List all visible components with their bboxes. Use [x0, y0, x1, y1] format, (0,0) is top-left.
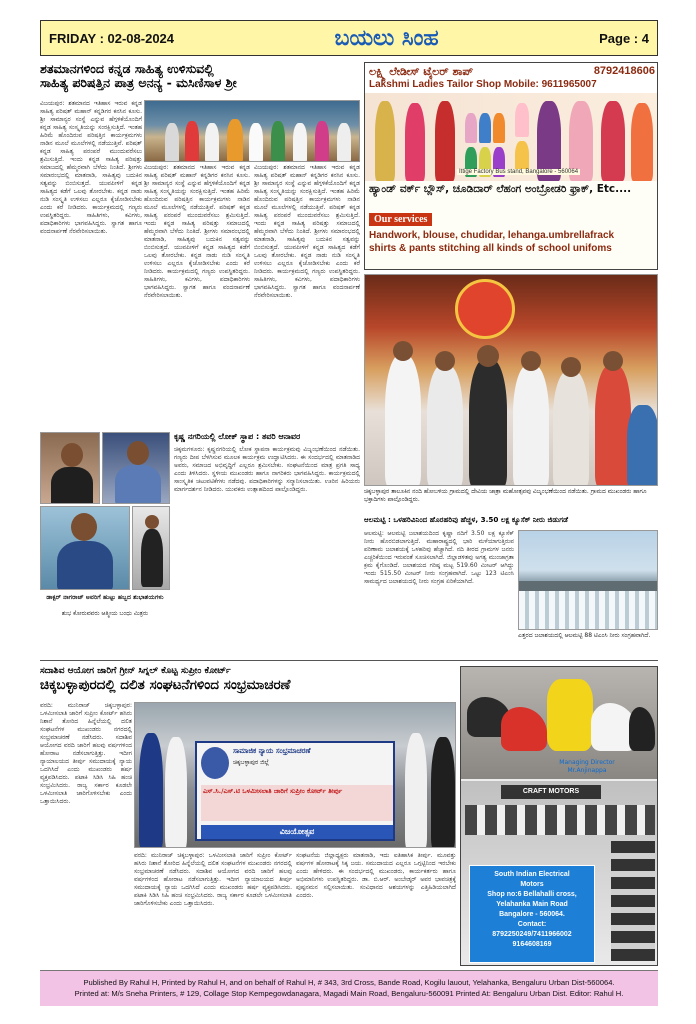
greeting-photo-4 [132, 506, 170, 590]
tailor-shop-name: ಲಕ್ಷ್ಮಿ ಲೇಡೀಸ್ ಟೈಲರ್ ಶಾಪ್ [369, 65, 474, 78]
imprint-line-1: Published By Rahul H, Printed by Rahul H, and on behalf of Rahul H, # 343, 3rd Cross, Bande Road, Kogilu lauout, Yelahanka, Bengaluru Urban Dist-560064. [83, 978, 615, 987]
tailor-ad-header [365, 63, 658, 93]
shop-sign: CRAFT MOTORS [501, 785, 601, 799]
electrical-address-2: Yelahanka Main Road [496, 901, 568, 908]
electrical-contact-box [469, 865, 595, 963]
imprint-line-2: Printed at: M/s Sneha Printers, # 129, Collage Stop Kempegowdanagara, Magadi Main Road, Bengaluru-560091 Printed At: Bengaluru Urban Dist. Editor: Rahul H. [74, 989, 624, 998]
section-divider [40, 660, 658, 661]
temple-crowd-photo [364, 274, 658, 486]
article3-headline: ಆಲಮಟ್ಟಿ : ಒಳಹರಿವಿನಿಂದ ಹೊರಹರಿವು ಹೆಚ್ಚಳ, 3.50 ಲಕ್ಷ ಕ್ಯೂಸೆಕ್ ನೀರು ಜಿಡುಗಡೆ [364, 515, 568, 524]
tailor-shop-english: Lakshmi Ladies Tailor Shop Mobile: 9611965007 [369, 79, 597, 90]
article4-body-left: ವರದಿ: ಮುನಿರಾಜ್ ಚಿಕ್ಕಬಳ್ಳಾಪುರ: ಒಳಮೀಸಲಾತಿ ಜಾರಿಗೆ ಸುಪ್ರೀಂ ಕೋರ್ಟ್ ಹಸಿರು ನಿಶಾನೆ ತೋರಿದ ಹಿನ್ನೆಲೆಯಲ್ಲಿ ದಲಿತ ಸಂಘಟನೆಗಳ ಮುಖಂಡರು ನಗರದಲ್ಲಿ ಸಂಭ್ರಮಾಚರಣೆ ನಡೆಸಿದರು. ಸದಾಶಿವ ಆಯೋಗದ ವರದಿ ಜಾರಿಗೆ ಹಲವು ವರ್ಷಗಳಿಂದ ಹೋರಾಟ ನಡೆಸಲಾಗುತ್ತಿತ್ತು. ಇದೀಗ ನ್ಯಾಯಾಲಯದ ತೀರ್ಪು ಸಮುದಾಯಕ್ಕೆ ನ್ಯಾಯ ಒದಗಿಸಿದೆ ಎಂದು ಮುಖಂಡರು ಹರ್ಷ ವ್ಯಕ್ತಪಡಿಸಿದರು. ಪಟಾಕಿ ಸಿಡಿಸಿ ಸಿಹಿ ಹಂಚಿ ಸಂಭ್ರಮಿಸಿದರು. ರಾಜ್ಯ ಸರ್ಕಾರ ಕೂಡಲೇ ಒಳಮೀಸಲಾತಿ ಜಾರಿಗೊಳಿಸಬೇಕು ಎಂದು ಒತ್ತಾಯಿಸಿದರು. [40, 702, 132, 805]
tailor-phone-1: 8792418606 [593, 65, 655, 77]
banner-line-4: ವಿಜಯೋತ್ಸವ [201, 825, 393, 839]
greeting-caption: ಡಾಕ್ಟರ್ ನಾಗರಾಜ್ ಅವರಿಗೆ ಹುಟ್ಟು ಹಬ್ಬದ ಶುಭಾಶಯಗಳು [46, 594, 164, 601]
greeting-photo-1 [40, 432, 100, 504]
greeting-photo-2 [102, 432, 170, 504]
tailor-kannada-services: ಹ್ಯಾಂಡ್ ವರ್ಕ್ ಬ್ಲೌಸ್, ಚೂಡಿದಾರ್ ಲೆಹಂಗ ಅಂಬ್ರೋಡರಿ ಫ್ರಾಕ್, Etc.... [369, 183, 632, 195]
newspaper-page [30, 12, 668, 1012]
electrical-phone-1: 8792250249/7411966002 [492, 931, 572, 938]
electrical-address-3: Bangalore - 560064. [499, 911, 565, 918]
alamatti-dam-photo [518, 530, 658, 630]
managing-director-label: Managing Director Mr.Anjinappa [559, 759, 615, 774]
protest-banner [195, 741, 395, 841]
electrical-name-2: Motors [520, 881, 544, 888]
article4-headline: ಸದಾಶಿವ ಆಯೋಗ ಜಾರಿಗೆ ಗ್ರೀನ್ ಸಿಗ್ನಲ್ ಕೊಟ್ಟ ಸುಪ್ರೀಂ ಕೋರ್ಟ್ ಚಿಕ್ಕಬಳ್ಳಾಪುರದಲ್ಲಿ ದಲಿತ ಸಂಘಟನೆಗಳಿಂದ ಸಂಭ್ರಮಾಚರಣೆ [40, 666, 291, 694]
electrical-motors-ad [460, 666, 658, 966]
temple-crowd-caption: ಚಿಕ್ಕಬಳ್ಳಾಪುರ ತಾಲೂಕಿನ ನಂದಿ ಹೋಬಳಿಯ ಗ್ರಾಮದಲ್ಲಿ ದೇವಿಯ ಜಾತ್ರಾ ಮಹೋತ್ಸವವು ವಿಜೃಂಭಣೆಯಿಂದ ನಡೆಯಿತು. ಗ್ರಾಮದ ಮುಖಂಡರು ಹಾಗೂ ಭಕ್ತಾದಿಗಳು ಪಾಲ್ಗೊಂಡಿದ್ದರು. [364, 488, 647, 503]
scooter-showcase-photo [461, 667, 658, 779]
greeting-photo-3 [40, 506, 130, 590]
ceremony-stage-photo [144, 100, 360, 162]
article2-headline: ಕೃಷ್ಣ ನಗರಿಯಲ್ಲಿ ಲೋಕ್ ಸ್ಥಾಪ : ತವರಿ ಆನಾವರ [174, 432, 301, 441]
tailor-services-list: Handwork, blouse, chudidar, lehanga.umbrellafrack shirts & pants stitching all kinds of school unifoms [369, 230, 615, 254]
newspaper-title: ಬಯಲು ಸಿಂಹ [334, 25, 439, 51]
banner-line-1: ಸಾಮಾಜಿಕ ನ್ಯಾಯ ಸಂಭ್ರಮಾಚರಣೆ [233, 747, 311, 755]
page-number: Page : 4 [599, 30, 649, 46]
alamatti-photo-caption: ಎತ್ತರದ ಜಲಾಶಯದಲ್ಲಿ ಆಲಮಟ್ಟಿ 88 ಟಿಎಂಸಿ ನೀರು ಸಂಗ್ರಹವಾಗಿದೆ. [518, 632, 651, 639]
imprint-footer [40, 970, 658, 1006]
tailor-models-photo [365, 93, 658, 181]
electrical-address-1: Shop no:6 Bellahalli cross, [487, 891, 577, 898]
masthead [40, 20, 658, 56]
tailor-address: Ittige Factory Bus stand, Bangalore - 560064 [459, 169, 579, 175]
article1-body-column-2: ವಿಜಯಪುರ: ಶತಮಾನದ ಇತಿಹಾಸ ಇರುವ ಕನ್ನಡ ಸಾಹಿತ್ಯ ಪರಿಷತ್ ಮಹಾನ್ ಕನ್ನಡಿಗರ ಕನಸಿನ ಕೂಸು. ಶ್ರೀ ಸಾಮಾನ್ಯರ ಸಂಸ್ಥೆ ಎನ್ನುವ ಹೆಗ್ಗಳಿಕೆಯೊಂದಿಗೆ ಕನ್ನಡ ಸಾಹಿತ್ಯ ಸಂಸ್ಕೃತಿಯನ್ನು ಸಂರಕ್ಷಿಸುತ್ತಿದೆ. ಇಂತಹ ಹಿರಿಮೆ ಹೊಂದಿರುವ ಪರಿಷತ್ತಿನ ಕಾರ್ಯಕ್ರಮಗಳು ನಾಡಿನ ಮೂಲೆ ಮೂಲೆಗಳಲ್ಲಿ ನಡೆಯುತ್ತಿವೆ. ಪರಿಷತ್ ಕನ್ನಡ ಸಾಹಿತ್ಯ ಪರಂಪರೆ ಮುಂದುವರೆಸಲು ಶ್ರಮಿಸುತ್ತಿದೆ. ಇಂದು ಕನ್ನಡ ಸಾಹಿತ್ಯ ಪರಿಷತ್ತು ಸಮಾಜದಲ್ಲಿ ಹೆಮ್ಮರವಾಗಿ ಬೆಳೆದು ನಿಂತಿದೆ. ಶ್ರೀಗಳು ಸಮಾರಂಭದಲ್ಲಿ ಮಾತನಾಡಿ, ಸಾಹಿತ್ಯವು ಬದುಕಿನ ಸತ್ವವನ್ನು ಬಿಂಬಿಸುತ್ತದೆ. ಯುವಪೀಳಿಗೆ ಕನ್ನಡ ಸಾಹಿತ್ಯದ ಕಡೆಗೆ ಒಲವು ತೋರಬೇಕು. ಕನ್ನಡ ನಾಡು ನುಡಿ ಸಂಸ್ಕೃತಿ ಉಳಿಸಲು ಎಲ್ಲರೂ ಕೈಜೋಡಿಸಬೇಕು ಎಂದು ಕರೆ ನೀಡಿದರು. ಕಾರ್ಯಕ್ರಮದಲ್ಲಿ ಗಣ್ಯರು ಉಪಸ್ಥಿತರಿದ್ದರು. ಸಾಹಿತಿಗಳು, ಕವಿಗಳು, ಪದಾಧಿಕಾರಿಗಳು ಭಾಗವಹಿಸಿದ್ದರು. ಸ್ವಾಗತ ಹಾಗೂ ವಂದನಾರ್ಪಣೆ ನೆರವೇರಿಸಲಾಯಿತು. [144, 164, 250, 299]
banner-line-2: ಚಿಕ್ಕಬಳ್ಳಾಪುರ ಜಿಲ್ಲೆ [233, 759, 269, 766]
article4-body-middle: ವರದಿ: ಮುನಿರಾಜ್ ಚಿಕ್ಕಬಳ್ಳಾಪುರ: ಒಳಮೀಸಲಾತಿ ಜಾರಿಗೆ ಸುಪ್ರೀಂ ಕೋರ್ಟ್ ಹಸಿರು ನಿಶಾನೆ ತೋರಿದ ಹಿನ್ನೆಲೆಯಲ್ಲಿ ದಲಿತ ಸಂಘಟನೆಗಳ ಮುಖಂಡರು ನಗರದಲ್ಲಿ ಸಂಭ್ರಮಾಚರಣೆ ನಡೆಸಿದರು. ಸದಾಶಿವ ಆಯೋಗದ ವರದಿ ಜಾರಿಗೆ ಹಲವು ವರ್ಷಗಳಿಂದ ಹೋರಾಟ ನಡೆಸಲಾಗುತ್ತಿತ್ತು. ಇದೀಗ ನ್ಯಾಯಾಲಯದ ತೀರ್ಪು ಸಮುದಾಯಕ್ಕೆ ನ್ಯಾಯ ಒದಗಿಸಿದೆ ಎಂದು ಮುಖಂಡರು ಹರ್ಷ ವ್ಯಕ್ತಪಡಿಸಿದರು. ಪಟಾಕಿ ಸಿಡಿಸಿ ಸಿಹಿ ಹಂಚಿ ಸಂಭ್ರಮಿಸಿದರು. ರಾಜ್ಯ ಸರ್ಕಾರ ಕೂಡಲೇ ಒಳಮೀಸಲಾತಿ ಜಾರಿಗೊಳಿಸಬೇಕು ಎಂದು ಒತ್ತಾಯಿಸಿದರು. [134, 852, 292, 907]
article4-body-right: ಸಂಘಟನೆಯ ಜಿಲ್ಲಾಧ್ಯಕ್ಷರು ಮಾತನಾಡಿ, ಇದು ಐತಿಹಾಸಿಕ ತೀರ್ಪು. ಮೂವತ್ತು ವರ್ಷಗಳ ಹೋರಾಟಕ್ಕೆ ಸಿಕ್ಕ ಜಯ. ಸಮುದಾಯದ ಎಲ್ಲರೂ ಒಗ್ಗಟ್ಟಿನಿಂದ ಇರಬೇಕು ಎಂದು ಹೇಳಿದರು. ಈ ಸಂದರ್ಭದಲ್ಲಿ ಮುಖಂಡರು, ಕಾರ್ಯಕರ್ತರು ಹಾಗೂ ಅಭಿಮಾನಿಗಳು ಉಪಸ್ಥಿತರಿದ್ದರು. ಡಾ. ಬಿ.ಆರ್. ಅಂಬೇಡ್ಕರ್ ಅವರ ಭಾವಚಿತ್ರಕ್ಕೆ ಪುಷ್ಪನಮನ ಸಲ್ಲಿಸಲಾಯಿತು. ಸಂವಿಧಾನದ ಆಶಯಗಳನ್ನು ಎತ್ತಿಹಿಡಿಯಲಾಗಿದೆ ಎಂದರು. [296, 852, 456, 899]
electrical-contact-label: Contact: [517, 921, 547, 928]
banner-line-3: ಎಸ್.ಸಿ./ಎಸ್.ಟಿ ಒಳಮೀಸಲಾತಿ ಜಾರಿಗೆ ಸುಪ್ರೀಂ ಕೋರ್ಟ್ ತೀರ್ಪು [201, 785, 393, 821]
electrical-phone-2: 9164608169 [512, 941, 552, 948]
article1-body-column-3: ವಿಜಯಪುರ: ಶತಮಾನದ ಇತಿಹಾಸ ಇರುವ ಕನ್ನಡ ಸಾಹಿತ್ಯ ಪರಿಷತ್ ಮಹಾನ್ ಕನ್ನಡಿಗರ ಕನಸಿನ ಕೂಸು. ಶ್ರೀ ಸಾಮಾನ್ಯರ ಸಂಸ್ಥೆ ಎನ್ನುವ ಹೆಗ್ಗಳಿಕೆಯೊಂದಿಗೆ ಕನ್ನಡ ಸಾಹಿತ್ಯ ಸಂಸ್ಕೃತಿಯನ್ನು ಸಂರಕ್ಷಿಸುತ್ತಿದೆ. ಇಂತಹ ಹಿರಿಮೆ ಹೊಂದಿರುವ ಪರಿಷತ್ತಿನ ಕಾರ್ಯಕ್ರಮಗಳು ನಾಡಿನ ಮೂಲೆ ಮೂಲೆಗಳಲ್ಲಿ ನಡೆಯುತ್ತಿವೆ. ಪರಿಷತ್ ಕನ್ನಡ ಸಾಹಿತ್ಯ ಪರಂಪರೆ ಮುಂದುವರೆಸಲು ಶ್ರಮಿಸುತ್ತಿದೆ. ಇಂದು ಕನ್ನಡ ಸಾಹಿತ್ಯ ಪರಿಷತ್ತು ಸಮಾಜದಲ್ಲಿ ಹೆಮ್ಮರವಾಗಿ ಬೆಳೆದು ನಿಂತಿದೆ. ಶ್ರೀಗಳು ಸಮಾರಂಭದಲ್ಲಿ ಮಾತನಾಡಿ, ಸಾಹಿತ್ಯವು ಬದುಕಿನ ಸತ್ವವನ್ನು ಬಿಂಬಿಸುತ್ತದೆ. ಯುವಪೀಳಿಗೆ ಕನ್ನಡ ಸಾಹಿತ್ಯದ ಕಡೆಗೆ ಒಲವು ತೋರಬೇಕು. ಕನ್ನಡ ನಾಡು ನುಡಿ ಸಂಸ್ಕೃತಿ ಉಳಿಸಲು ಎಲ್ಲರೂ ಕೈಜೋಡಿಸಬೇಕು ಎಂದು ಕರೆ ನೀಡಿದರು. ಕಾರ್ಯಕ್ರಮದಲ್ಲಿ ಗಣ್ಯರು ಉಪಸ್ಥಿತರಿದ್ದರು. ಸಾಹಿತಿಗಳು, ಕವಿಗಳು, ಪದಾಧಿಕಾರಿಗಳು ಭಾಗವಹಿಸಿದ್ದರು. ಸ್ವಾಗತ ಹಾಗೂ ವಂದನಾರ್ಪಣೆ ನೆರವೇರಿಸಲಾಯಿತು. [254, 164, 360, 299]
article2-body: ಚಿಕ್ಕಮಗಳೂರು: ಕೃಷ್ಣನಗರಿಯಲ್ಲಿ ಲೋಕ ಸ್ಥಾಪನಾ ಕಾರ್ಯಕ್ರಮವು ವಿಜೃಂಭಣೆಯಿಂದ ನಡೆಯಿತು. ಗಣ್ಯರು ದೀಪ ಬೆಳಗಿಸುವ ಮೂಲಕ ಕಾರ್ಯಕ್ರಮ ಉದ್ಘಾಟಿಸಿದರು. ಈ ಸಂದರ್ಭದಲ್ಲಿ ಮಾತನಾಡಿದ ಅವರು, ಸಮಾಜದ ಅಭಿವೃದ್ಧಿಗೆ ಎಲ್ಲರೂ ಶ್ರಮಿಸಬೇಕು. ಸಂಘಟನೆಯಿಂದ ಮಾತ್ರ ಪ್ರಗತಿ ಸಾಧ್ಯ ಎಂದು ತಿಳಿಸಿದರು. ಸ್ಥಳೀಯ ಮುಖಂಡರು ಹಾಗೂ ನಾಗರಿಕರು ಭಾಗವಹಿಸಿದ್ದರು. ಕಾರ್ಯಕ್ರಮದಲ್ಲಿ ಸಾಂಸ್ಕೃತಿಕ ಚಟುವಟಿಕೆಗಳು ನಡೆದವು. ಪದಾಧಿಕಾರಿಗಳನ್ನು ಸನ್ಮಾನಿಸಲಾಯಿತು. ಊರಿನ ಹಿರಿಯರು ಮಾರ್ಗದರ್ಶನ ನೀಡಿದರು. ಯುವಕರು ಉತ್ಸಾಹದಿಂದ ಪಾಲ್ಗೊಂಡಿದ್ದರು. [174, 446, 360, 493]
greeting-from: ಶುಭ ಕೋರುವವರು ಆತ್ಮೀಯ ಬಂಧು ಮಿತ್ರರು [61, 610, 149, 617]
tailor-services-title: Our services [369, 213, 432, 226]
article1-body-column-1: ವಿಜಯಪುರ: ಶತಮಾನದ ಇತಿಹಾಸ ಇರುವ ಕನ್ನಡ ಸಾಹಿತ್ಯ ಪರಿಷತ್ ಮಹಾನ್ ಕನ್ನಡಿಗರ ಕನಸಿನ ಕೂಸು. ಶ್ರೀ ಸಾಮಾನ್ಯರ ಸಂಸ್ಥೆ ಎನ್ನುವ ಹೆಗ್ಗಳಿಕೆಯೊಂದಿಗೆ ಕನ್ನಡ ಸಾಹಿತ್ಯ ಸಂಸ್ಕೃತಿಯನ್ನು ಸಂರಕ್ಷಿಸುತ್ತಿದೆ. ಇಂತಹ ಹಿರಿಮೆ ಹೊಂದಿರುವ ಪರಿಷತ್ತಿನ ಕಾರ್ಯಕ್ರಮಗಳು ನಾಡಿನ ಮೂಲೆ ಮೂಲೆಗಳಲ್ಲಿ ನಡೆಯುತ್ತಿವೆ. ಪರಿಷತ್ ಕನ್ನಡ ಸಾಹಿತ್ಯ ಪರಂಪರೆ ಮುಂದುವರೆಸಲು ಶ್ರಮಿಸುತ್ತಿದೆ. ಇಂದು ಕನ್ನಡ ಸಾಹಿತ್ಯ ಪರಿಷತ್ತು ಸಮಾಜದಲ್ಲಿ ಹೆಮ್ಮರವಾಗಿ ಬೆಳೆದು ನಿಂತಿದೆ. ಶ್ರೀಗಳು ಸಮಾರಂಭದಲ್ಲಿ ಮಾತನಾಡಿ, ಸಾಹಿತ್ಯವು ಬದುಕಿನ ಸತ್ವವನ್ನು ಬಿಂಬಿಸುತ್ತದೆ. ಯುವಪೀಳಿಗೆ ಕನ್ನಡ ಸಾಹಿತ್ಯದ ಕಡೆಗೆ ಒಲವು ತೋರಬೇಕು. ಕನ್ನಡ ನಾಡು ನುಡಿ ಸಂಸ್ಕೃತಿ ಉಳಿಸಲು ಎಲ್ಲರೂ ಕೈಜೋಡಿಸಬೇಕು ಎಂದು ಕರೆ ನೀಡಿದರು. ಕಾರ್ಯಕ್ರಮದಲ್ಲಿ ಗಣ್ಯರು ಉಪಸ್ಥಿತರಿದ್ದರು. ಸಾಹಿತಿಗಳು, ಕವಿಗಳು, ಪದಾಧಿಕಾರಿಗಳು ಭಾಗವಹಿಸಿದ್ದರು. ಸ್ವಾಗತ ಹಾಗೂ ವಂದನಾರ್ಪಣೆ ನೆರವೇರಿಸಲಾಯಿತು. [40, 100, 142, 235]
tailor-shop-ad [364, 62, 658, 270]
article3-body: ಆಲಮಟ್ಟಿ: ಆಲಮಟ್ಟಿ ಜಲಾಶಯದಿಂದ ಕೃಷ್ಣಾ ನದಿಗೆ 3.50 ಲಕ್ಷ ಕ್ಯೂಸೆಕ್ ನೀರು ಹೊರಬಿಡಲಾಗುತ್ತಿದೆ. ಮಹಾರಾಷ್ಟ್ರದಲ್ಲಿ ಭಾರಿ ಮಳೆಯಾಗುತ್ತಿರುವ ಪರಿಣಾಮ ಜಲಾಶಯಕ್ಕೆ ಒಳಹರಿವು ಹೆಚ್ಚಾಗಿದೆ. ನದಿ ತೀರದ ಗ್ರಾಮಗಳ ಜನರು ಎಚ್ಚರಿಕೆಯಿಂದ ಇರುವಂತೆ ಸೂಚಿಸಲಾಗಿದೆ. ಜಿಲ್ಲಾಡಳಿತವು ಅಗತ್ಯ ಮುಂಜಾಗ್ರತಾ ಕ್ರಮ ಕೈಗೊಂಡಿದೆ. ಜಲಾಶಯದ ಗರಿಷ್ಠ ಮಟ್ಟ 519.60 ಮೀಟರ್ ಆಗಿದ್ದು ಇಂದು 515.50 ಮೀಟರ್ ನೀರು ಸಂಗ್ರಹವಾಗಿದೆ. ಒಟ್ಟು 123 ಟಿಎಂಸಿ ಸಾಮರ್ಥ್ಯದ ಜಲಾಶಯದಲ್ಲಿ ನೀರು ಸಂಗ್ರಹ ಏರಿಕೆಯಾಗಿದೆ. [364, 530, 514, 585]
protest-banner-photo [134, 702, 456, 848]
issue-date: FRIDAY : 02-08-2024 [49, 30, 175, 46]
article1-headline: ಶತಮಾನಗಳಿಂದ ಕನ್ನಡ ಸಾಹಿತ್ಯ ಉಳಿಸುವಲ್ಲಿ ಸಾಹಿತ್ಯ ಪರಿಷತ್ತಿನ ಪಾತ್ರ ಅನನ್ಯ - ಮಸಿಣಿಸಾಳ ಶ್ರೀ [40, 61, 237, 91]
electrical-name-1: South Indian Electrical [494, 871, 570, 878]
